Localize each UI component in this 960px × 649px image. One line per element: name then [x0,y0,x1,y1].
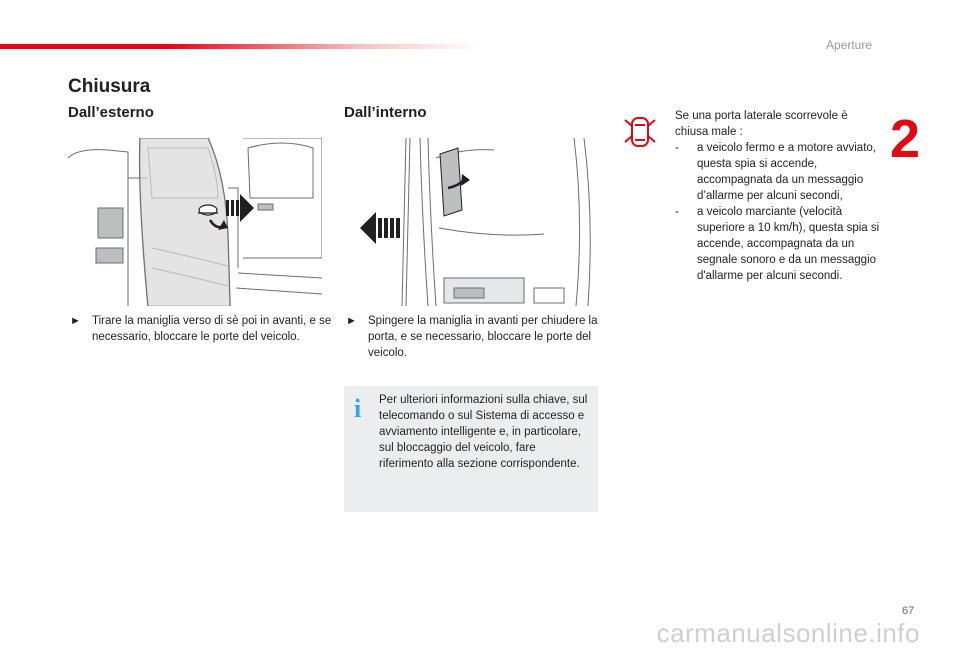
section-name: Aperture [825,38,872,52]
arrow-bullet-icon: ► [70,315,81,327]
interior-door-illustration [344,138,596,306]
warning-item: - a veicolo marciante (velocità superiore a 10 km/h), questa spia si accende, accompagnata da un segnale sonoro e da un messaggio d'allarme per alcuni secondi. [675,206,880,282]
interior-instruction [346,313,620,361]
exterior-door-drawing [68,138,322,306]
info-icon: i [354,394,362,423]
watermark: carmanualsonline.info [656,618,920,648]
warning-text [675,108,880,284]
header-accent-bar [0,44,480,49]
subtitle-exterior: Dall’esterno [68,104,154,121]
arrow-bullet-icon: ► [346,315,357,327]
page-number: 67 [902,605,915,617]
info-text: Per ulteriori informazioni sulla chiave, sul telecomando o sul Sistema di accesso e avviamento intelligente e, in particolare, sul bloccaggio del veicolo, fare riferimento alla sezione corrispondente. [379,394,588,470]
info-box [344,386,598,512]
chapter-number: 2 [890,109,921,169]
warning-item: - a veicolo fermo e a motore avviato, questa spia si accende, accompagnata da un messaggio d’allarme per alcuni secondi, [675,142,876,202]
exterior-instruction-text: Tirare la maniglia verso di sè poi in avanti, e se necessario, bloccare le porte del veicolo. [92,315,332,343]
open-door-warning-icon [622,112,658,152]
subtitle-interior: Dall’interno [344,104,427,121]
page-title: Chiusura [68,76,151,97]
exterior-instruction [70,313,342,345]
interior-instruction-text: Spingere la maniglia in avanti per chiudere la porta, e se necessario, bloccare le porte del veicolo. [368,315,598,359]
exterior-door-illustration [68,138,322,306]
interior-door-drawing [344,138,596,306]
warning-intro: Se una porta laterale scorrevole è chiusa male : [675,110,848,138]
